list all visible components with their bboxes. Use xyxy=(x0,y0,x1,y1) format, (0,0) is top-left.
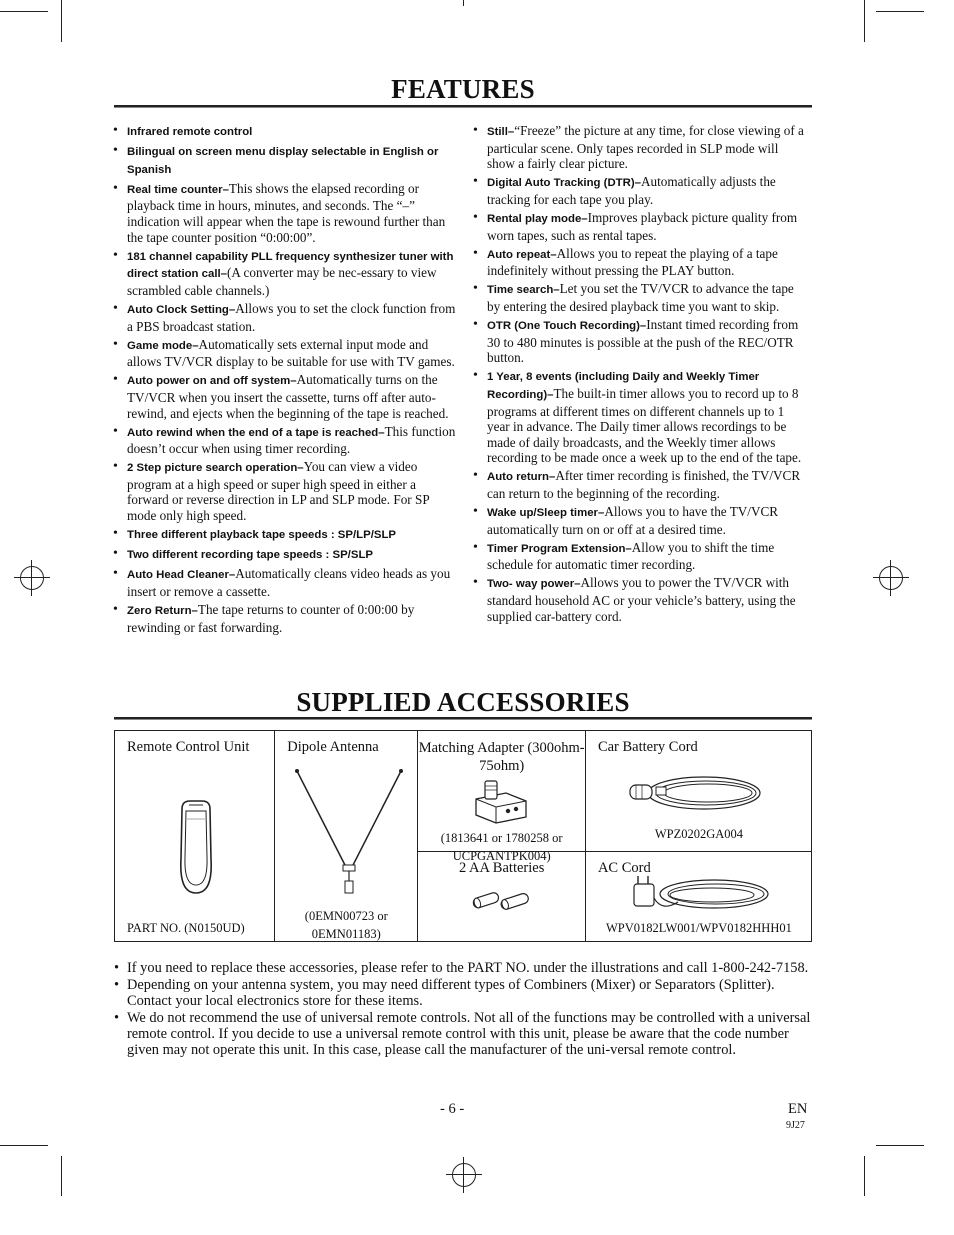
crop-mark xyxy=(0,1145,48,1146)
note-item: • We do not recommend the use of universal remote controls. Not all of the functions may be controlled with a universal remote control. If you decide to use a universal remote control with this unit, please be aware that the code number given may not operate this unit. In this case, please call the manufacturer of the uni-versal remote control. xyxy=(114,1010,814,1058)
feature-name: Game mode– xyxy=(127,339,199,352)
feature-description: Improves playback picture quality from worn tapes, such as rental tapes. xyxy=(487,209,798,243)
feature-item xyxy=(113,602,458,635)
feature-name: Wake up/Sleep timer– xyxy=(487,507,605,520)
feature-description: Allows you to repeat the playing of a tape indefinitely without pressing the PLAY button. xyxy=(487,245,778,279)
aa-batteries-illustration xyxy=(470,884,536,918)
feature-item xyxy=(473,123,809,172)
crop-mark xyxy=(463,0,464,6)
feature-item xyxy=(473,210,809,243)
feature-item xyxy=(113,566,458,599)
crop-mark xyxy=(864,1156,865,1196)
feature-name: Auto Head Cleaner– xyxy=(127,569,236,582)
document-code: 9J27 xyxy=(786,1120,805,1131)
feature-name: Rental play mode– xyxy=(487,212,588,225)
feature-description: Allow you to shift the time schedule for automatic timer recording. xyxy=(487,539,775,573)
feature-item xyxy=(113,248,458,299)
registration-mark-right xyxy=(873,560,909,596)
ac-cord-illustration xyxy=(626,872,776,918)
registration-mark-bottom xyxy=(446,1157,482,1193)
feature-description: The tape returns to counter of 0:00:00 by rewinding or fast forwarding. xyxy=(127,602,415,635)
adapter-label: Matching Adapter (300ohm-75ohm) xyxy=(418,740,585,774)
crop-mark xyxy=(61,0,62,42)
feature-description: Allows you to have the TV/VCR automatically turn on or off at a desired time. xyxy=(487,504,779,537)
feature-description: “Freeze” the picture at any time, for close viewing of a particular scene. Only tapes recorded in SLP mode will show a fairly clear picture. xyxy=(487,123,804,172)
accessories-table xyxy=(114,730,812,942)
feature-description: Automatically adjusts the tracking for each tape you play. xyxy=(487,174,776,207)
features-rule xyxy=(114,105,812,108)
feature-name: Real time counter– xyxy=(127,183,229,196)
feature-description: The built-in timer allows you to record up to 8 programs at different times on different channels up to 1 year in advance. The Daily timer allows recordings to be made of daily broadcasts, and the Weekly timer allows recording to be made once a week up to the end of the tape. xyxy=(487,385,802,466)
feature-item xyxy=(113,181,458,245)
feature-list-right xyxy=(473,123,809,624)
crop-mark xyxy=(61,1156,62,1196)
feature-item xyxy=(473,540,809,573)
feature-description: Let you set the TV/VCR to advance the tape by entering the desired playback time you want to skip. xyxy=(487,281,794,314)
feature-name: 181 channel capability PLL frequency synthesizer tuner with direct station call– xyxy=(127,250,454,281)
feature-description: This shows the elapsed recording or playback time in hours, minutes, and seconds. The “–” indication will appear when the tape is rewound further than the tape counter position “0:00:00”. xyxy=(127,180,446,245)
feature-item xyxy=(473,575,809,624)
batteries-cell xyxy=(417,852,585,942)
feature-name: 1 Year, 8 events (including Daily and Weekly Timer Recording)– xyxy=(487,371,760,401)
feature-name: Auto Clock Setting– xyxy=(127,303,236,316)
feature-description: Allows you to set the clock function from a PBS broadcast station. xyxy=(127,300,456,334)
remote-cell xyxy=(115,731,275,942)
language-code: EN xyxy=(788,1101,808,1117)
accessories-title: SUPPLIED ACCESSORIES xyxy=(296,687,630,717)
feature-name: Still– xyxy=(487,126,515,138)
feature-description: Automatically cleans video heads as you insert or remove a cassette. xyxy=(127,566,451,599)
features-left-column xyxy=(113,123,458,638)
feature-name: Auto rewind when the end of a tape is reached– xyxy=(127,426,385,439)
crop-mark xyxy=(876,1145,924,1146)
features-right-column xyxy=(473,123,809,627)
ac-cord-cell xyxy=(585,852,811,942)
feature-name: Bilingual on screen menu display selectable in English or Spanish xyxy=(127,146,439,176)
feature-description: Automatically sets external input mode and allows TV/VCR display to be suitable for use with TV games. xyxy=(127,336,455,370)
crop-mark xyxy=(876,11,924,12)
feature-description: This function doesn’t occur when using timer recording. xyxy=(127,423,456,457)
remote-label: Remote Control Unit xyxy=(127,739,250,755)
feature-name: Digital Auto Tracking (DTR)– xyxy=(487,177,641,190)
car-cord-part-number: WPZ0202GA004 xyxy=(654,827,744,841)
feature-description: (A converter may be nec-essary to view scrambled cable channels.) xyxy=(127,265,437,298)
page-number: - 6 - xyxy=(440,1101,465,1117)
feature-name: Two- way power– xyxy=(487,578,581,591)
ac-cord-label: AC Cord xyxy=(597,860,651,876)
feature-item xyxy=(113,301,458,334)
feature-name: Three different playback tape speeds : SP/LP/SLP xyxy=(127,529,397,542)
feature-name: Auto power on and off system– xyxy=(127,375,297,388)
crop-mark xyxy=(0,11,48,12)
feature-item xyxy=(473,368,809,466)
ac-cord-part-number: WPV0182LW001/WPV0182HHH01 xyxy=(606,921,792,935)
note-item: • If you need to replace these accessories, please refer to the PART NO. under the illustrations and call 1-800-242-7158. xyxy=(114,960,814,976)
car-cord-label: Car Battery Cord xyxy=(597,739,698,755)
feature-item xyxy=(113,526,458,544)
feature-name: 2 Step picture search operation– xyxy=(127,462,304,475)
feature-description: After timer recording is finished, the TV/VCR can return to the beginning of the recording. xyxy=(487,468,801,501)
note-item: • Depending on your antenna system, you may need different types of Combiners (Mixer) or Separators (Splitter). Contact your local electronics store for these items. xyxy=(114,977,814,1009)
feature-name: Infrared remote control xyxy=(127,126,253,138)
feature-item xyxy=(473,468,809,501)
feature-item xyxy=(113,337,458,370)
feature-item xyxy=(113,123,458,141)
registration-mark-left xyxy=(14,560,50,596)
feature-item xyxy=(113,143,458,178)
feature-description: Instant timed recording from 30 to 480 minutes is possible at the push of the REC/OTR button. xyxy=(487,317,799,366)
feature-name: Two different recording tape speeds : SP/SLP xyxy=(127,549,373,562)
feature-description: Allows you to power the TV/VCR with standard household AC or your vehicle’s battery, using the supplied car-battery cord. xyxy=(487,575,796,624)
feature-name: Auto repeat– xyxy=(487,248,557,261)
feature-item xyxy=(473,174,809,207)
antenna-label: Dipole Antenna xyxy=(287,739,379,755)
accessory-notes xyxy=(114,960,814,1059)
feature-item xyxy=(473,317,809,366)
car-battery-cord-illustration xyxy=(626,771,766,815)
feature-item xyxy=(473,504,809,537)
remote-part-number: PART NO. (N0150UD) xyxy=(127,921,245,935)
features-title: FEATURES xyxy=(391,74,535,104)
feature-name: Timer Program Extension– xyxy=(487,542,632,555)
feature-name: Auto return– xyxy=(487,471,556,484)
remote-control-illustration xyxy=(177,799,215,895)
antenna-part-number: (0EMN00723 or 0EMN01183) xyxy=(304,909,388,941)
antenna-cell xyxy=(275,731,417,942)
feature-item xyxy=(473,281,809,314)
adapter-cell xyxy=(417,731,585,863)
feature-description: Automatically turns on the TV/VCR when you insert the cassette, turns off after auto-rewind, and ejects when the beginning of the tape is reached. xyxy=(127,372,449,421)
feature-list-left xyxy=(113,123,458,635)
crop-mark xyxy=(864,0,865,42)
feature-name: Time search– xyxy=(487,284,560,297)
dipole-antenna-illustration xyxy=(289,767,409,897)
feature-item xyxy=(113,424,458,457)
feature-item xyxy=(113,459,458,523)
feature-item xyxy=(473,246,809,279)
feature-name: Zero Return– xyxy=(127,605,198,618)
feature-description: You can view a video program at a high speed or super high speed in either a forward or reverse direction in LP and SLP mode. For SP mode only high speed. xyxy=(127,459,430,524)
adapter-part-number: (1813641 or 1780258 or UCPGANTPK004) xyxy=(440,831,563,863)
accessories-rule xyxy=(114,717,812,720)
feature-item xyxy=(113,546,458,564)
batteries-label: 2 AA Batteries xyxy=(458,860,545,876)
car-cord-cell xyxy=(585,731,811,852)
matching-adapter-illustration xyxy=(468,777,538,827)
feature-name: OTR (One Touch Recording)– xyxy=(487,320,647,333)
feature-item xyxy=(113,372,458,421)
